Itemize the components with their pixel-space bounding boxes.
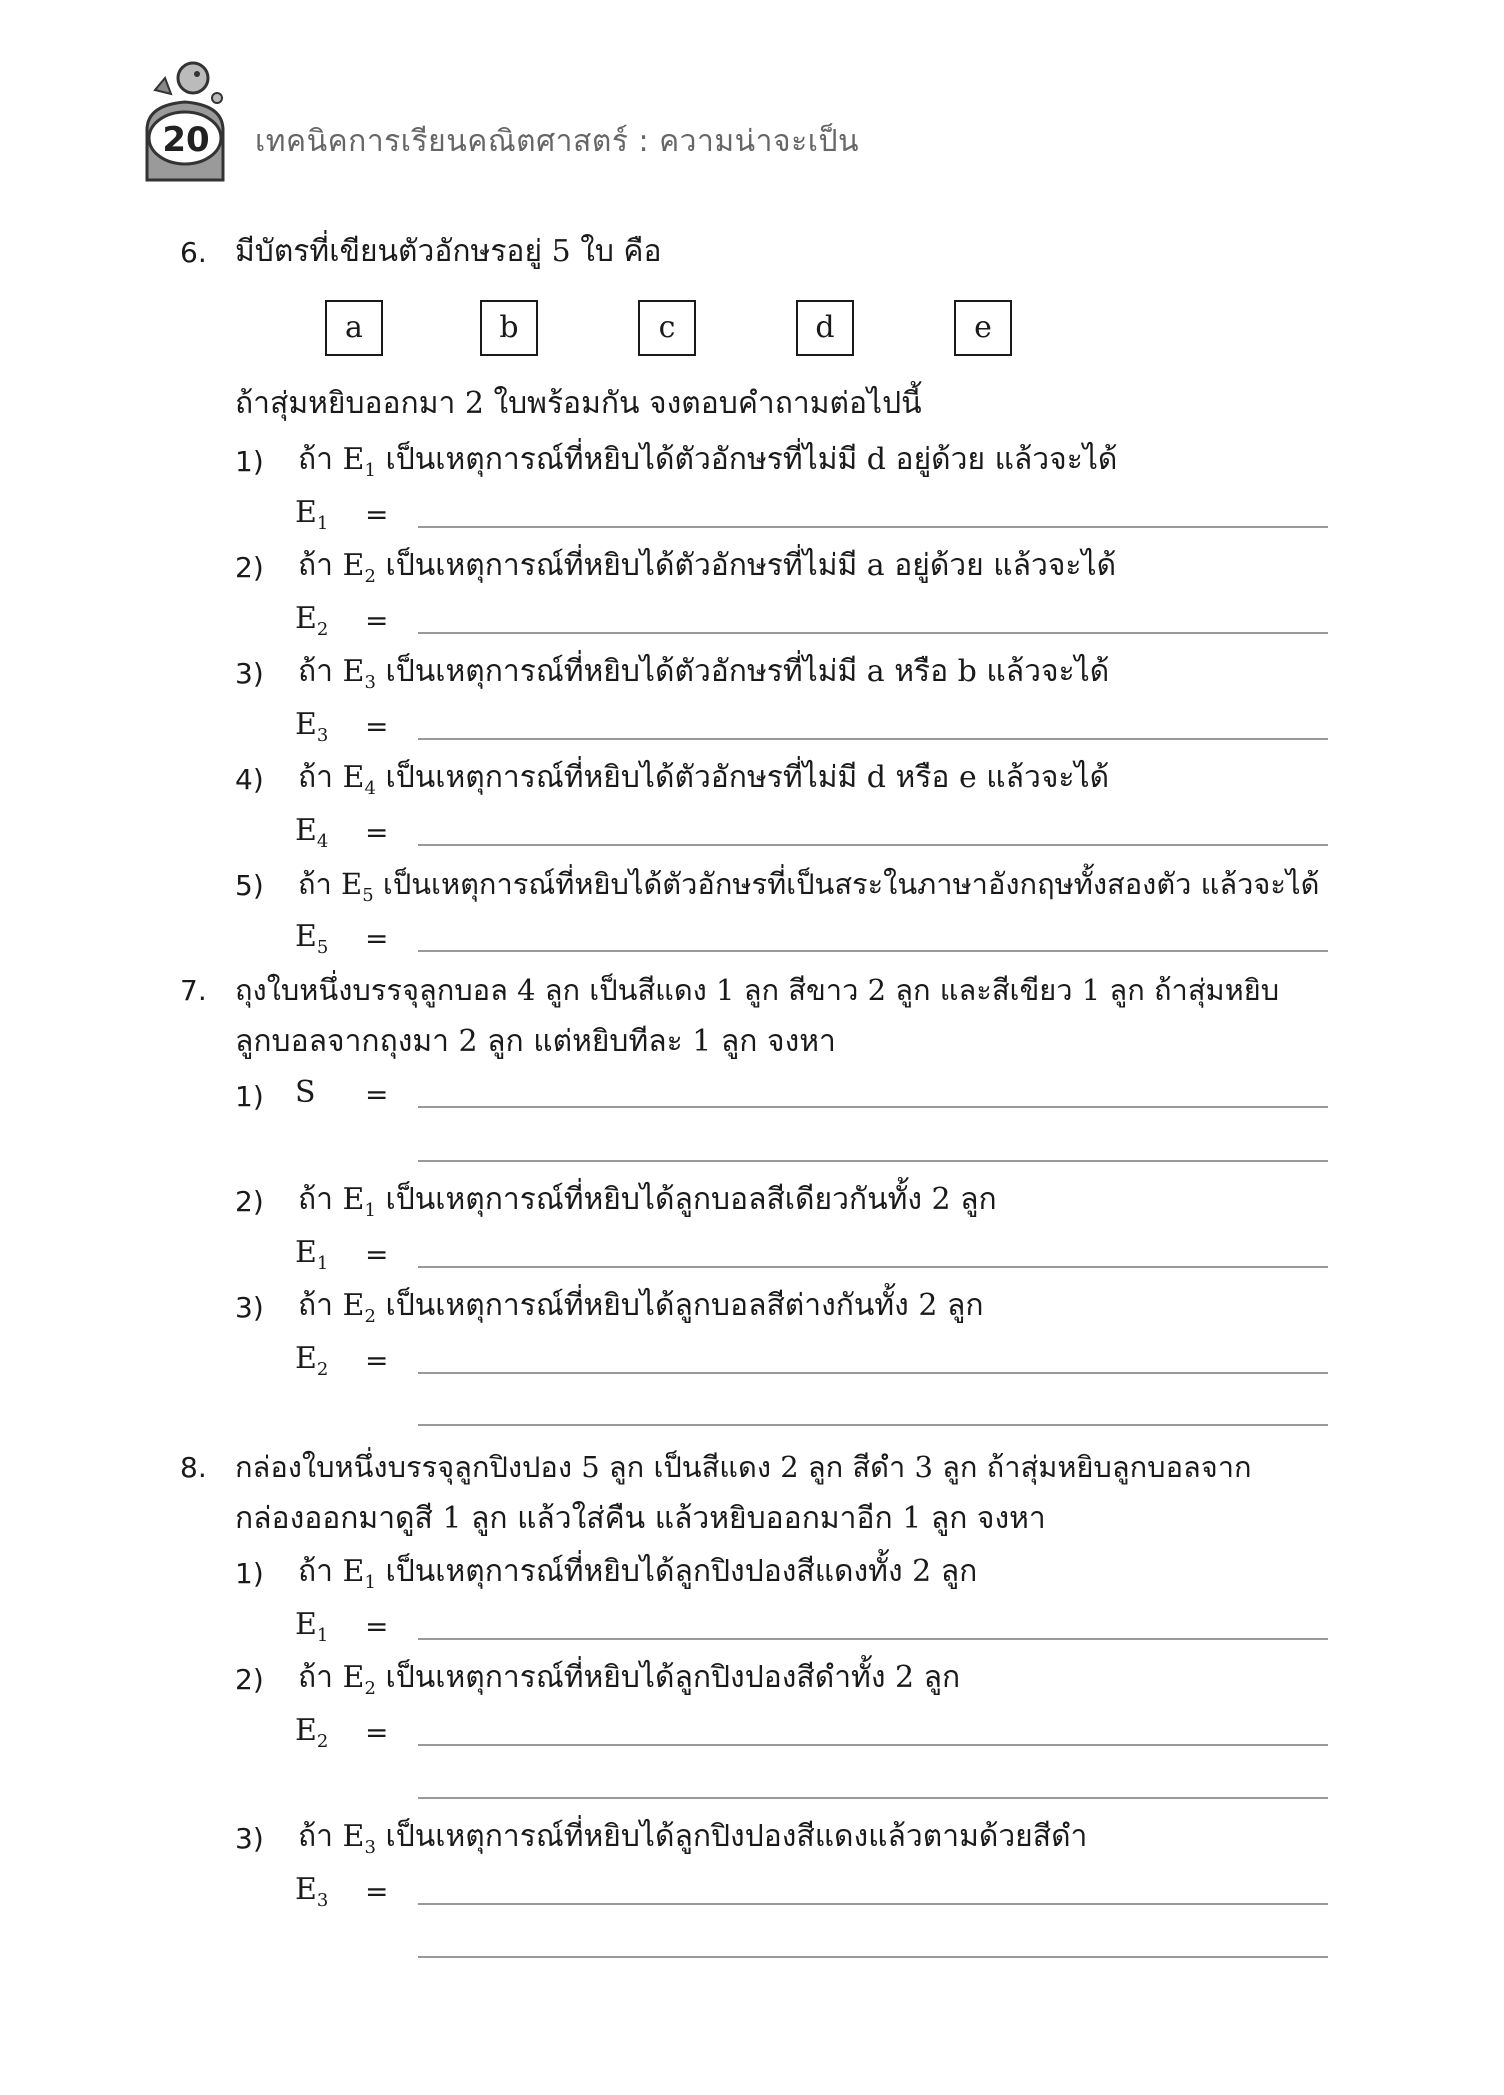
- sub-question: ถ้า $E_2$ เป็นเหตุการณ์ที่หยิบได้ลูกปิงปองสีดำทั้ง 2 ลูก: [298, 1660, 961, 1699]
- answer-line[interactable]: [418, 1638, 1328, 1640]
- sub-number: 3): [235, 1291, 264, 1324]
- sub-question: ถ้า $E_1$ เป็นเหตุการณ์ที่หยิบได้ลูกบอลสีเดียวกันทั้ง 2 ลูก: [298, 1182, 997, 1221]
- question-6-instruction: ถ้าสุ่มหยิบออกมา 2 ใบพร้อมกัน จงตอบคำถามต่อไปนี้: [235, 386, 922, 421]
- question-7-line2: ลูกบอลจากถุงมา 2 ลูก แต่หยิบทีละ 1 ลูก จงหา: [235, 1024, 836, 1059]
- answer-line[interactable]: [418, 950, 1328, 952]
- sub-number: 3): [235, 1822, 264, 1855]
- equals-sign: =: [365, 922, 389, 955]
- answer-line[interactable]: [418, 1903, 1328, 1905]
- sub-question: ถ้า $E_1$ เป็นเหตุการณ์ที่หยิบได้ตัวอักษรที่ไม่มี d อยู่ด้วย แล้วจะได้: [298, 442, 1118, 481]
- answer-line[interactable]: [418, 1266, 1328, 1268]
- page-header: [135, 60, 1135, 190]
- sub-number: 5): [235, 869, 264, 902]
- card-a: a: [325, 300, 383, 356]
- sub-question: ถ้า $E_2$ เป็นเหตุการณ์ที่หยิบได้ลูกบอลสีต่างกันทั้ง 2 ลูก: [298, 1288, 984, 1327]
- question-8-line1: กล่องใบหนึ่งบรรจุลูกปิงปอง 5 ลูก เป็นสีแดง 2 ลูก สีดำ 3 ลูก ถ้าสุ่มหยิบลูกบอลจาก: [235, 1450, 1252, 1484]
- card-b: b: [480, 300, 538, 356]
- equals-sign: =: [365, 1238, 389, 1271]
- equals-sign: =: [365, 1344, 389, 1377]
- question-8-number: 8.: [180, 1451, 207, 1484]
- sub-question: ถ้า $E_2$ เป็นเหตุการณ์ที่หยิบได้ตัวอักษรที่ไม่มี a อยู่ด้วย แล้วจะได้: [298, 548, 1117, 587]
- answer-line[interactable]: [418, 1372, 1328, 1374]
- sub-question: ถ้า $E_3$ เป็นเหตุการณ์ที่หยิบได้ตัวอักษรที่ไม่มี a หรือ b แล้วจะได้: [298, 654, 1110, 693]
- sub-question: ถ้า $E_5$ เป็นเหตุการณ์ที่หยิบได้ตัวอักษรที่เป็นสระในภาษาอังกฤษทั้งสองตัว แล้วจะได้: [298, 867, 1320, 906]
- equals-sign: =: [365, 1716, 389, 1749]
- answer-label: $E_5$: [295, 919, 329, 958]
- answer-label: $E_2$: [295, 1341, 329, 1380]
- card-d: d: [796, 300, 854, 356]
- question-8-line2: กล่องออกมาดูสี 1 ลูก แล้วใส่คืน แล้วหยิบออกมาอีก 1 ลูก จงหา: [235, 1501, 1046, 1536]
- answer-label: $E_2$: [295, 1713, 329, 1752]
- sub-number: 4): [235, 763, 264, 796]
- sample-space-label: S: [295, 1075, 316, 1110]
- equals-sign: =: [365, 1875, 389, 1908]
- sub-question: ถ้า $E_3$ เป็นเหตุการณ์ที่หยิบได้ลูกปิงปองสีแดงแล้วตามด้วยสีดำ: [298, 1819, 1088, 1858]
- answer-line[interactable]: [418, 632, 1328, 634]
- card-c: c: [638, 300, 696, 356]
- sub-question: ถ้า $E_4$ เป็นเหตุการณ์ที่หยิบได้ตัวอักษรที่ไม่มี d หรือ e แล้วจะได้: [298, 760, 1110, 799]
- answer-line[interactable]: [418, 1744, 1328, 1746]
- answer-label: $E_1$: [295, 1607, 329, 1646]
- equals-sign: =: [365, 1610, 389, 1643]
- sub-number: 1): [235, 445, 264, 478]
- equals-sign: =: [365, 1078, 389, 1111]
- equals-sign: =: [365, 498, 389, 531]
- answer-label: $E_3$: [295, 707, 329, 746]
- book-title: เทคนิคการเรียนคณิตศาสตร์ : ความน่าจะเป็น: [255, 124, 859, 159]
- page-number: 20: [162, 120, 210, 160]
- answer-label: $E_4$: [295, 813, 329, 852]
- question-6-text: มีบัตรที่เขียนตัวอักษรอยู่ 5 ใบ คือ: [235, 234, 662, 269]
- answer-line[interactable]: [418, 526, 1328, 528]
- card-e: e: [954, 300, 1012, 356]
- question-6-number: 6.: [180, 236, 207, 269]
- answer-line[interactable]: [418, 1160, 1328, 1162]
- equals-sign: =: [365, 710, 389, 743]
- answer-line[interactable]: [418, 844, 1328, 846]
- sub-number: 2): [235, 1185, 264, 1218]
- answer-label: $E_1$: [295, 1235, 329, 1274]
- answer-label: $E_2$: [295, 601, 329, 640]
- equals-sign: =: [365, 816, 389, 849]
- answer-label: $E_3$: [295, 1872, 329, 1911]
- answer-line[interactable]: [418, 1797, 1328, 1799]
- answer-line[interactable]: [418, 1956, 1328, 1958]
- question-7-line1: ถุงใบหนึ่งบรรจุลูกบอล 4 ลูก เป็นสีแดง 1 ลูก สีขาว 2 ลูก และสีเขียว 1 ลูก ถ้าสุ่มหยิบ: [235, 973, 1280, 1007]
- question-7-number: 7.: [180, 974, 207, 1007]
- answer-line[interactable]: [418, 738, 1328, 740]
- answer-label: $E_1$: [295, 495, 329, 534]
- sub-number: 2): [235, 551, 264, 584]
- sub-question: ถ้า $E_1$ เป็นเหตุการณ์ที่หยิบได้ลูกปิงปองสีแดงทั้ง 2 ลูก: [298, 1554, 978, 1593]
- equals-sign: =: [365, 604, 389, 637]
- sub-number: 1): [235, 1080, 264, 1113]
- answer-line[interactable]: [418, 1424, 1328, 1426]
- sub-number: 2): [235, 1663, 264, 1696]
- sub-number: 3): [235, 657, 264, 690]
- sub-number: 1): [235, 1557, 264, 1590]
- answer-line[interactable]: [418, 1106, 1328, 1108]
